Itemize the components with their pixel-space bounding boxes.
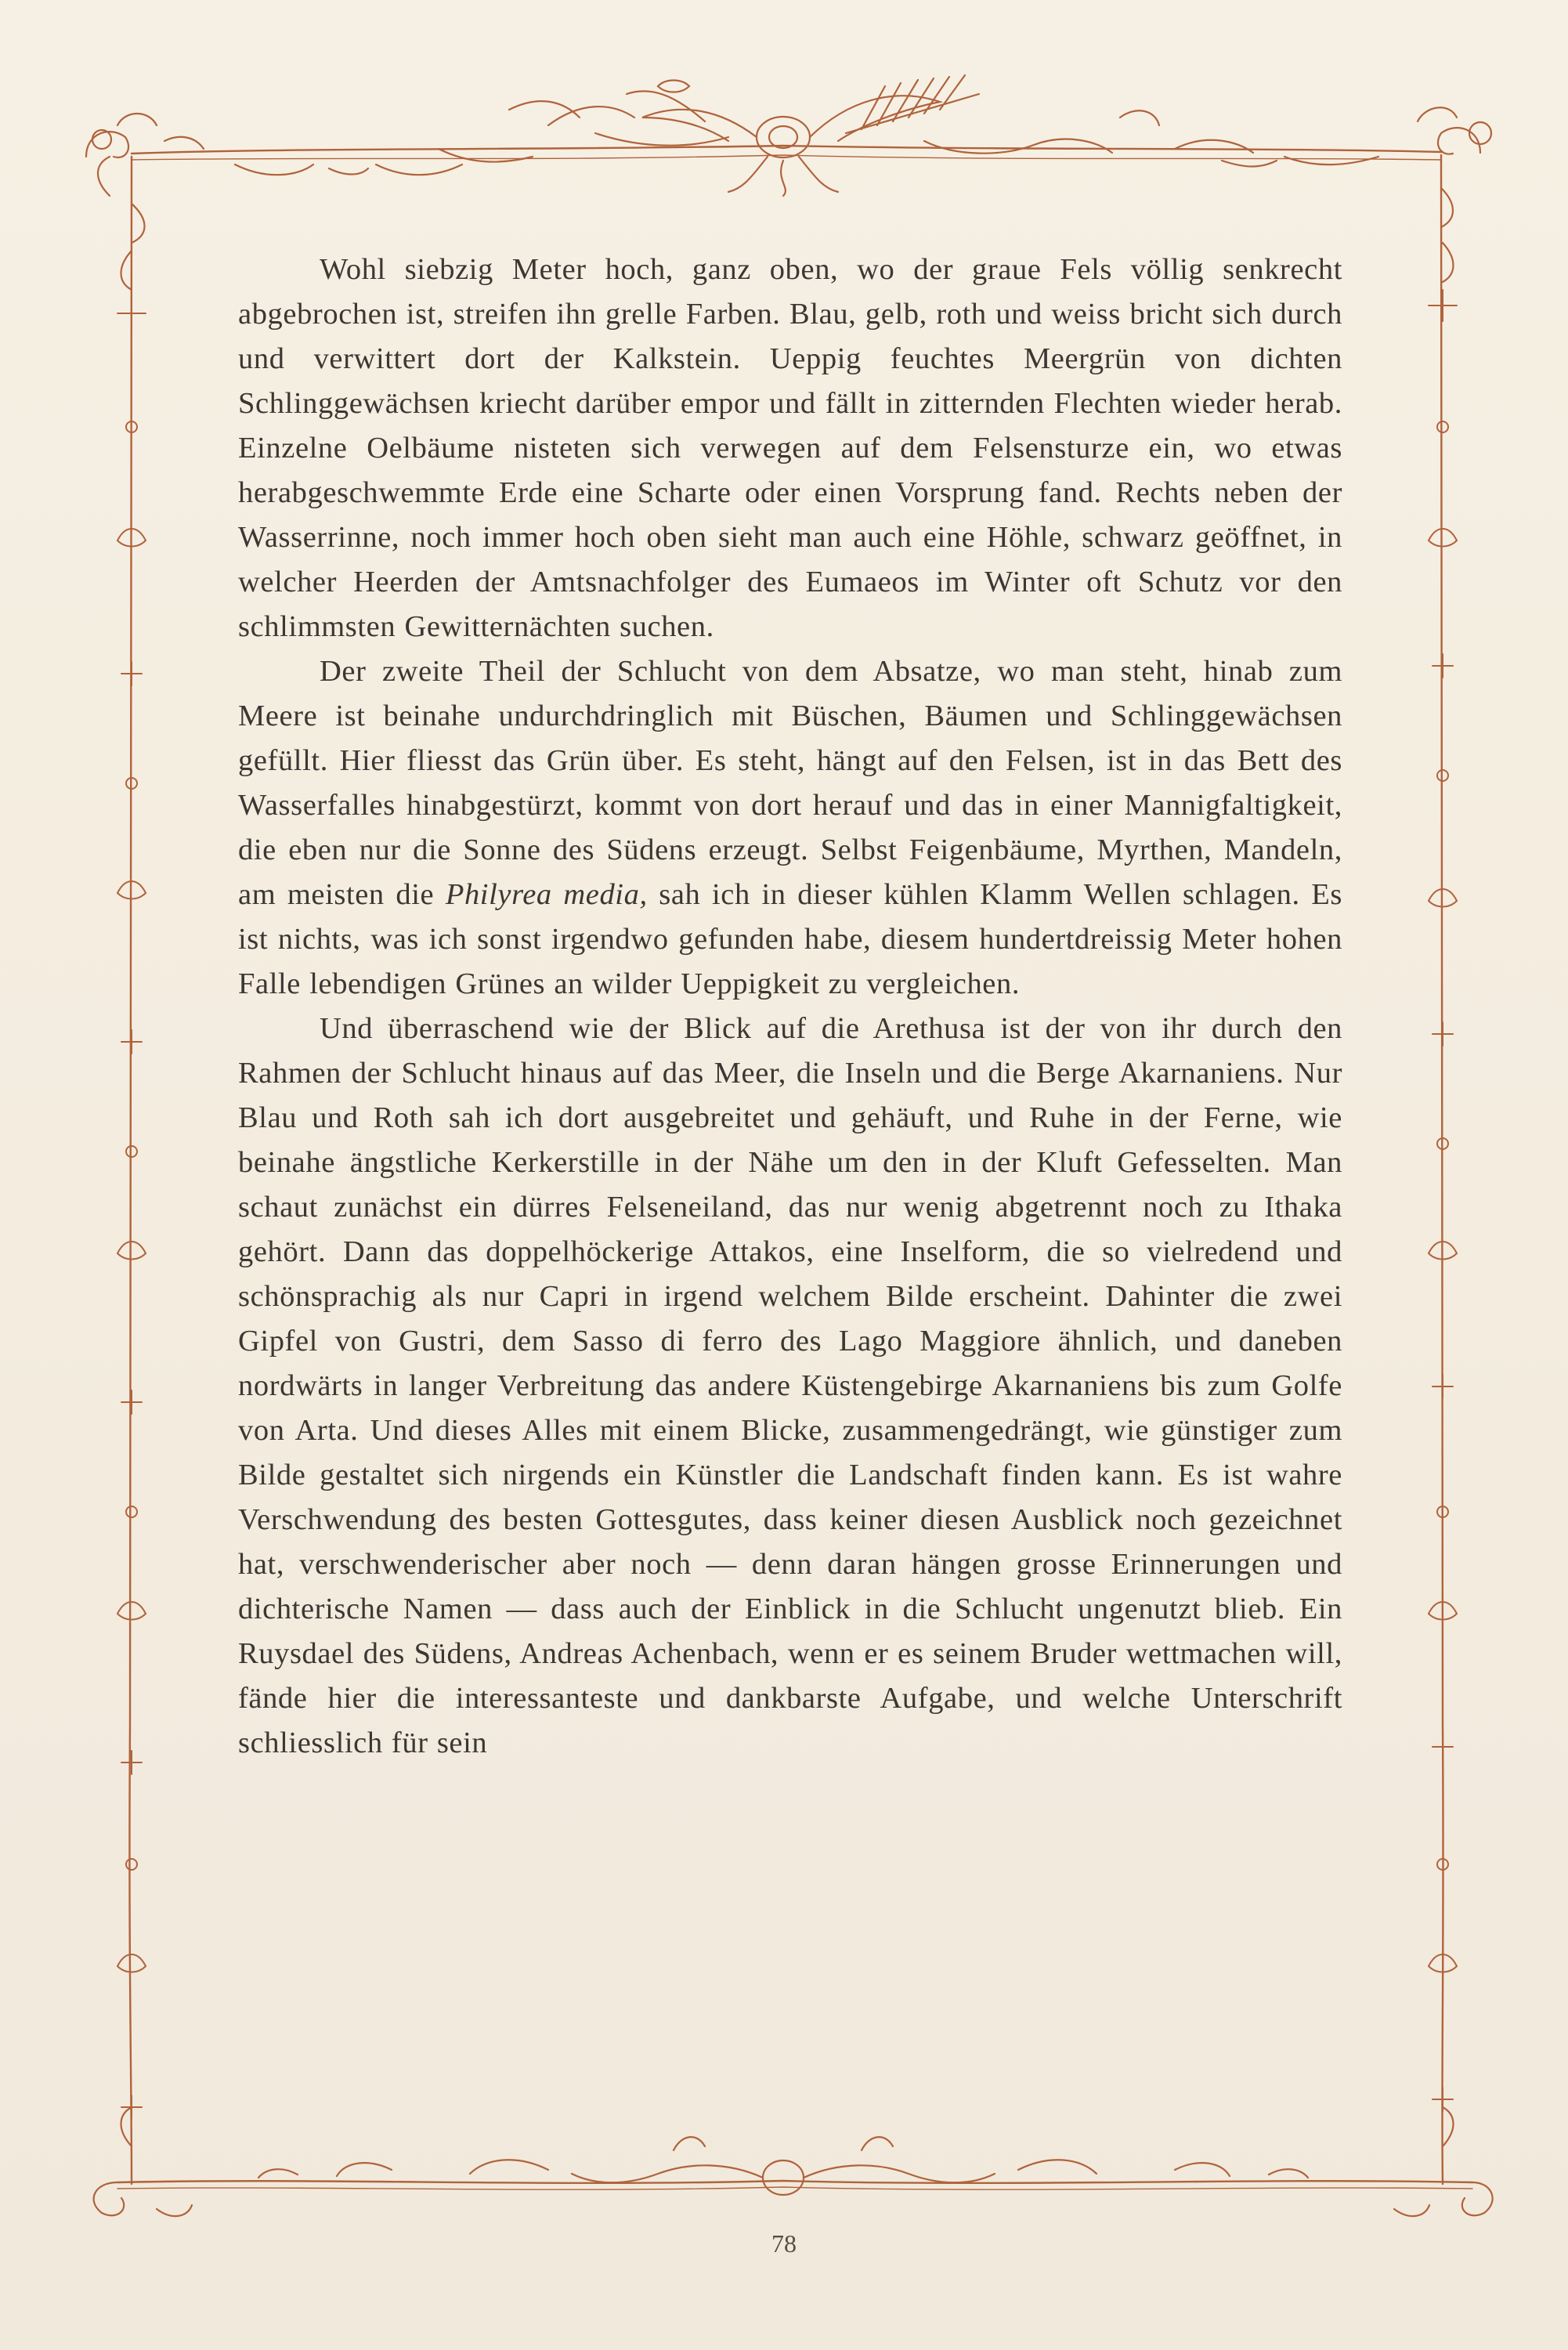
paragraph-1 — [238, 248, 1342, 649]
left-border-line — [129, 157, 132, 2184]
bottom-center-scroll-ornament — [258, 2137, 1308, 2195]
text-segment: Der zweite Theil der Schlucht von dem Absatze, wo man steht, hinab zum Meere ist beinahe undurchdringlich mit Büschen, Bäumen und Schlinggewächsen gefüllt. Hier fliesst das Grün über. Es steht, hängt auf den Felsen, ist in das Bett des Wasserfalles hinabgestürzt, kommt von dort herauf und das in einer Mannigfaltigkeit, die eben nur die Sonne des Südens erzeugt. Selbst Feigenbäume, Myrthen, Mandeln, am meisten die — [238, 655, 1342, 911]
text-segment: sah ich in dieser kühlen Klamm Wellen schlagen. Es ist nichts, was ich sonst irgendwo gefunden habe, diesem hundertdreissig Meter hohen Falle lebendigen Grünes an wilder Ueppigkeit zu vergleichen. — [238, 878, 1342, 1000]
italic-text-segment: Philyrea media, — [445, 878, 648, 911]
paragraph-3 — [238, 1007, 1342, 1766]
bottom-left-corner-ornament — [94, 2107, 192, 2216]
page-number: 78 — [771, 2229, 797, 2258]
right-border-line — [1441, 155, 1443, 2184]
text-segment: Und überraschend wie der Blick auf die Arethusa ist der von ihr durch den Rahmen der Schlucht hinaus auf das Meer, die Inseln und die Berge Akarnaniens. Nur Blau und Roth sah ich dort ausgebreitet und gehäuft, und Ruhe in der Ferne, wie beinahe ängstliche Kerkerstille in der Nähe um den in der Kluft Gefesselten. Man schaut zunächst ein dürres Felseneiland, das nur wenig abgetrennt noch zu Ithaka gehört. Dann das doppelhöckerige Attakos, eine Inselform, die so vielredend und schönsprachig als nur Capri in irgend welchem Bilde erscheint. Dahinter die zwei Gipfel von Gustri, dem Sasso di ferro des Lago Maggiore ähnlich, und daneben nordwärts in langer Verbreitung das andere Küstengebirge Akarnaniens bis zum Golfe von Arta. Und dieses Alles mit einem Blicke, zusammengedrängt, wie günstiger zum Bilde gestaltet sich nirgends ein Künstler die Landschaft finden kann. Es ist wahre Verschwendung des besten Gottesgutes, dass keiner diesen Ausblick noch gezeichnet hat, verschwenderischer aber noch — denn daran hängen grosse Erinnerungen und dichterische Namen — dass auch der Einblick in die Schlucht ungenutzt blieb. Ein Ruysdael des Südens, Andreas Achenbach, wenn er es seinem Bruder wettmachen will, fände hier die interessanteste und dankbarste Aufgabe, und welche Unterschrift schliesslich für sein — [238, 1012, 1342, 1759]
top-right-corner-ornament — [1418, 107, 1491, 282]
body-text — [238, 248, 1342, 1766]
bottom-border-line — [117, 2181, 1472, 2183]
top-left-corner-ornament — [86, 114, 204, 290]
text-segment: Wohl siebzig Meter hoch, ganz oben, wo der graue Fels völlig senkrecht abgebrochen ist, streifen ihn grelle Farben. Blau, gelb, roth und weiss bricht sich durch und verwittert dort der Kalkstein. Ueppig feuchtes Meergrün von dichten Schlinggewächsen kriecht darüber empor und fällt in zitternden Flechten wieder herab. Einzelne Oelbäume nisteten sich verwegen auf dem Felsensturze ein, wo etwas herabgeschwemmte Erde eine Scharte oder einen Vorsprung fand. Rechts neben der Wasserrinne, noch immer hoch oben sieht man auch eine Höhle, schwarz geöffnet, in welcher Heerden der Amtsnachfolger des Eumaeos im Winter oft Schutz vor den schlimmsten Gewitternächten suchen. — [238, 253, 1342, 643]
paragraph-2 — [238, 649, 1342, 1007]
top-center-wreath-ornament — [235, 75, 1378, 196]
